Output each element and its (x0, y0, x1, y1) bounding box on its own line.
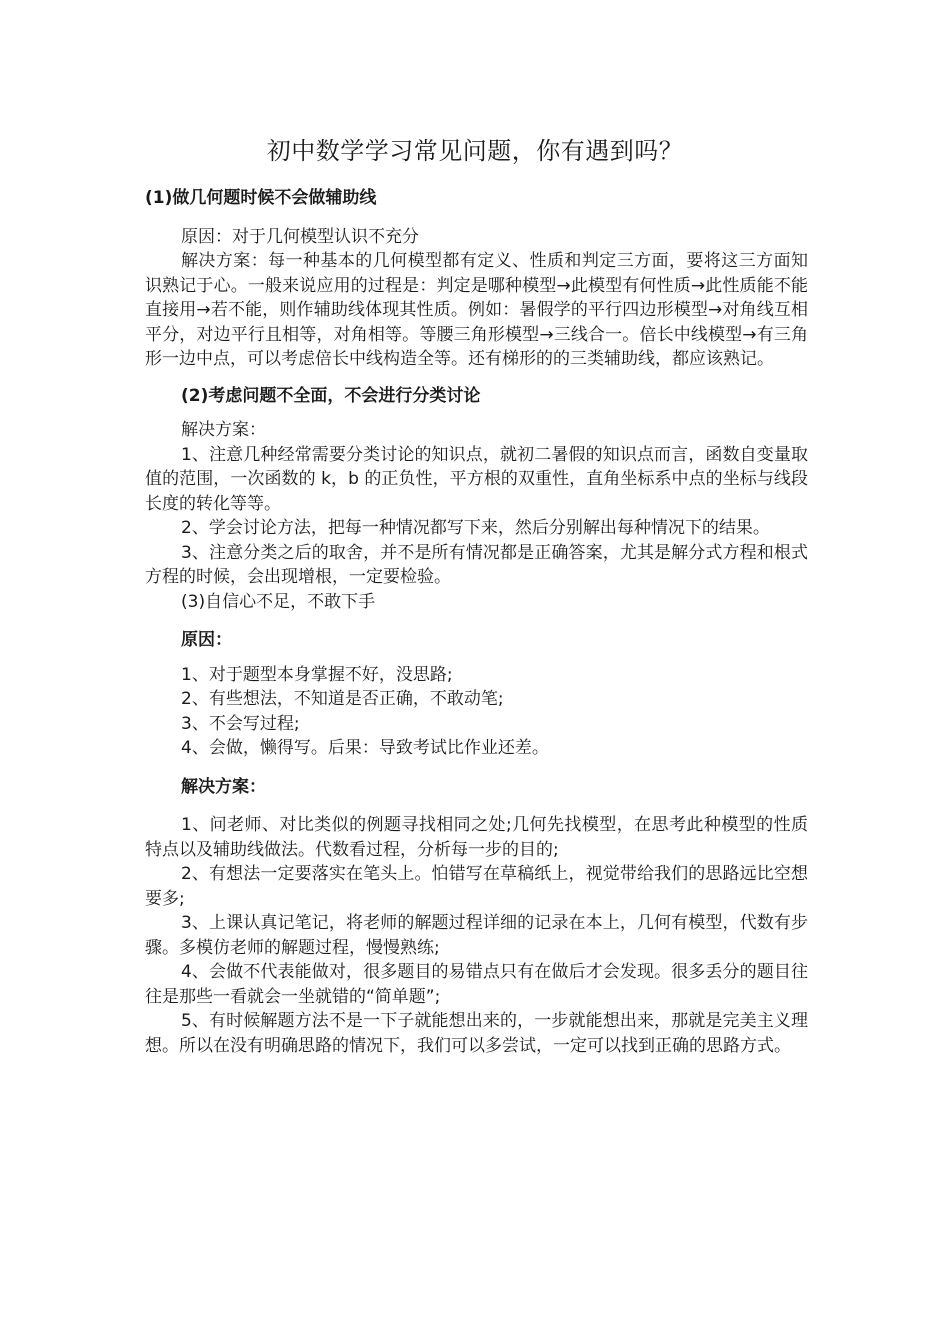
section3-solution-5: 5、有时候解题方法不是一下子就能想出来的，一步就能想出来，那就是完美主义理想。所以在没有明确思路的情况下，我们可以多尝试，一定可以找到正确的思路方式。 (145, 1011, 808, 1056)
section2-solution-label: 解决方案： (181, 420, 266, 440)
section3-solution-4: 4、会做不代表能做对，很多题目的易错点只有在做后才会发现。很多丢分的题目往往是那些一看就会一坐就错的“简单题”; (145, 962, 808, 1007)
section3-reason-3: 3、不会写过程; (181, 713, 300, 734)
section2-heading: (2)考虑问题不全面，不会进行分类讨论 (181, 385, 481, 406)
page-title: 初中数学学习常见问题，你有遇到吗？ (266, 137, 684, 165)
section3-solution-1: 1、问老师、对比类似的例题寻找相同之处;几何先找模型，在思考此种模型的性质特点以及辅助线做法。代数看过程，分析每一步的目的; (145, 815, 808, 860)
section1-heading: (1)做几何题时候不会做辅助线 (145, 188, 377, 208)
section1-solution: 解决方案：每一种基本的几何模型都有定义、性质和判定三方面，要将这三方面知识熟记于心。一般来说应用的过程是：判定是哪种模型→此模型有何性质→此性质能不能直接用→若不能，则作辅助线体现其性质。例如：暑假学的平行四边形模型→对角线互相平分，对边平行且相等，对角相等。等腰三角形模型→三线合一。倍长中线模型→有三角形一边中点，可以考虑倍长中线构造全等。还有梯形的的三类辅助线，都应该熟记。 (145, 251, 808, 369)
section2-item-3: 3、注意分类之后的取舍，并不是所有情况都是正确答案，尤其是解分式方程和根式方程的时候，会出现增根，一定要检验。 (145, 542, 808, 587)
section3-reason-2: 2、有些想法，不知道是否正确，不敢动笔; (181, 689, 504, 709)
section3-heading: (3)自信心不足，不敢下手 (181, 591, 376, 612)
section2-item-2: 2、学会讨论方法，把每一种情况都写下来，然后分别解出每种情况下的结果。 (181, 518, 770, 538)
section3-solution-2: 2、有想法一定要落实在笔头上。怕错写在草稿纸上，视觉带给我们的思路远比空想要多; (145, 864, 808, 909)
section3-solution-label: 解决方案： (181, 776, 266, 797)
section3-solution-3: 3、上课认真记笔记，将老师的解题过程详细的记录在本上，几何有模型，代数有步骤。多模仿老师的解题过程，慢慢熟练; (145, 913, 808, 958)
document-body (145, 186, 808, 1058)
section3-reason-1: 1、对于题型本身掌握不好，没思路; (181, 664, 453, 685)
section1-reason: 原因：对于几何模型认识不充分 (181, 226, 419, 247)
section3-reason-4: 4、会做，懒得写。后果：导致考试比作业还差。 (181, 738, 549, 758)
section2-item-1: 1、注意几种经常需要分类讨论的知识点，就初二暑假的知识点而言，函数自变量取值的范围，一次函数的 k，b 的正负性，平方根的双重性，直角坐标系中点的坐标与线段长度的转化等等。 (145, 444, 808, 514)
section3-reason-label: 原因： (181, 630, 232, 650)
